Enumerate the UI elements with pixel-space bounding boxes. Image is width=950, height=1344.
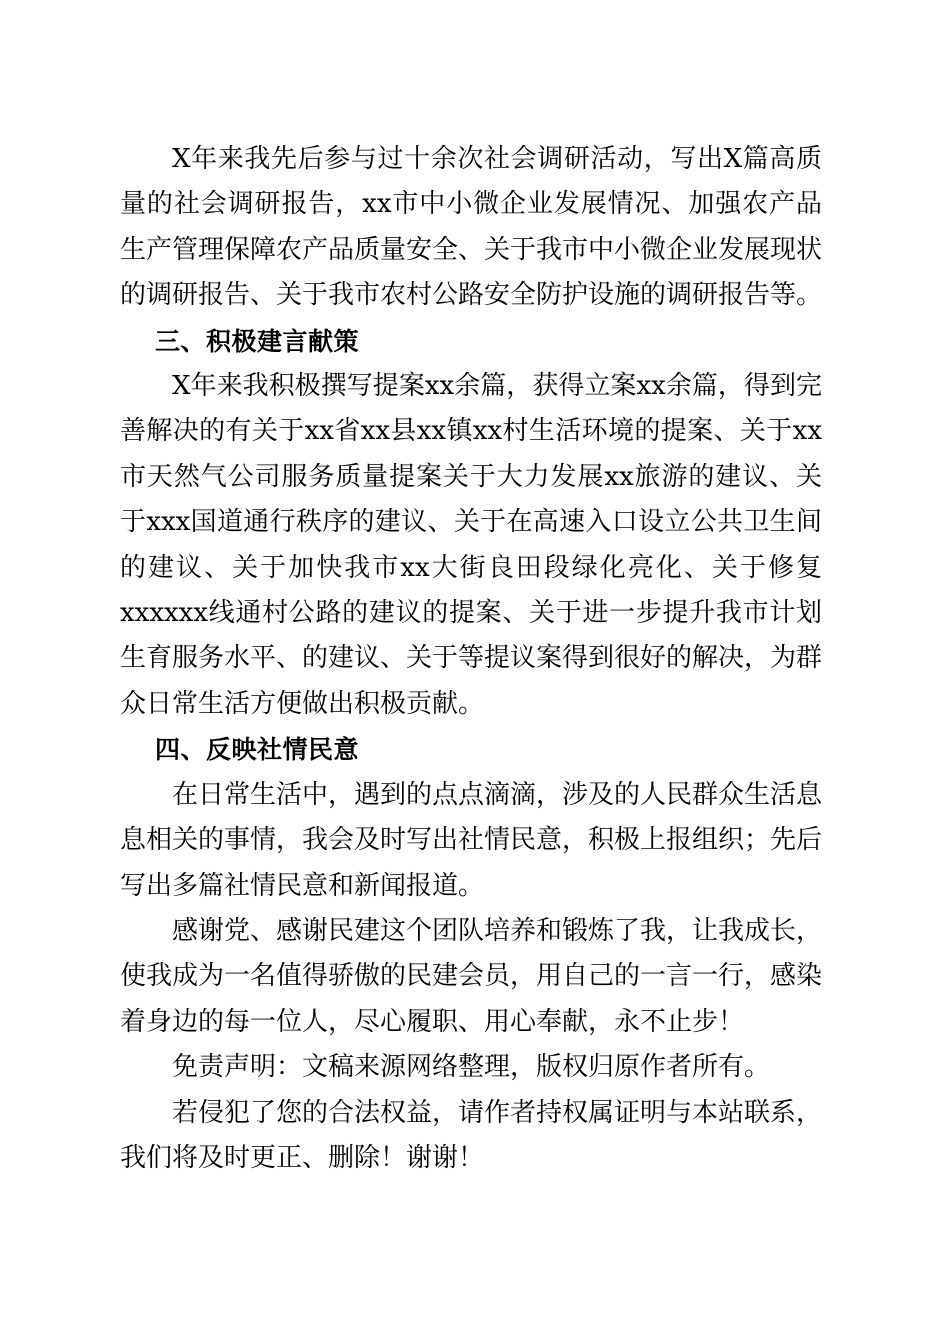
paragraph-disclaimer: 免责声明：文稿来源网络整理，版权归原作者所有。 <box>172 1052 771 1083</box>
paragraph-research-reports: X年来我先后参与过十余次社会调研活动，写出X篇高质量的社会调研报告，xx市中小微企业发展情况、加强农产品生产管理保障农产品质量安全、关于我市中小微企业发展现状的调研报告、关于我市农村公路安全防护设施的调研报告等。 <box>120 144 823 311</box>
paragraph-gratitude: 感谢党、感谢民建这个团队培养和锻炼了我，让我成长，使我成为一名值得骄傲的民建会员，用自己的一言一行，感染着身边的每一位人，尽心履职、用心奉献，永不止步！ <box>120 915 823 1037</box>
paragraph-copyright-notice: 若侵犯了您的合法权益，请作者持权属证明与本站联系，我们将及时更正、删除！谢谢！ <box>120 1097 823 1173</box>
section-heading-public-opinion: 四、反映社情民意 <box>155 735 360 765</box>
paragraph-proposals: X年来我积极撰写提案xx余篇，获得立案xx余篇，得到完善解决的有关于xx省xx县xx镇xx村生活环境的提案、关于xx市天然气公司服务质量提案关于大力发展xx旅游的建议、关于xxx国道通行秩序的建议、关于在高速入口设立公共卫生间的建议、关于加快我市xx大街良田段绿化亮化、关于修复xxxxxx线通村公路的建议的提案、关于进一步提升我市计划生育服务水平、的建议、关于等提议案得到很好的解决，为群众日常生活方便做出积极贡献。 <box>120 371 823 719</box>
document-page <box>120 137 822 1181</box>
paragraph-public-opinion: 在日常生活中，遇到的点点滴滴，涉及的人民群众生活息息相关的事情，我会及时写出社情民意，积极上报组织；先后写出多篇社情民意和新闻报道。 <box>120 779 823 901</box>
section-heading-suggestions: 三、积极建言献策 <box>155 326 360 356</box>
